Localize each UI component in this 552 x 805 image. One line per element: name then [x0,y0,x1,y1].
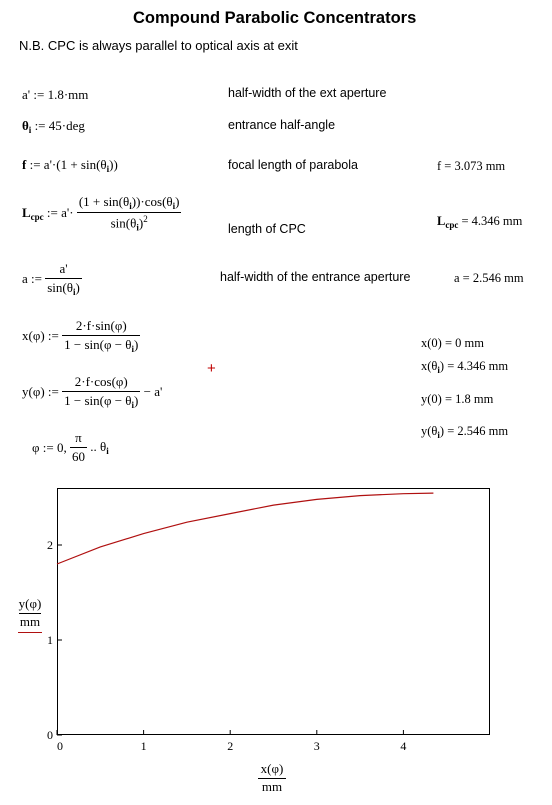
result-y0: y(0) = 1.8 mm [421,392,494,406]
x-axis-label [258,761,286,795]
x-tick-label-4: 4 [400,739,407,753]
eq-l-cpc-num-mid: ))·cos(θ [131,194,173,209]
eq-f-rhs: a'·(1 + sin(θ [43,157,107,172]
x-tick-label-2: 2 [227,739,234,753]
assign-op: := [47,384,59,399]
eq-y-phi-lhs: y(φ) [22,384,45,399]
desc-a: half-width of the entrance aperture [220,270,411,284]
eq-l-cpc-den-end: ) [138,215,144,231]
y-axis-label [18,596,42,633]
eq-x-phi-den-sub: i [131,344,135,354]
eq-l-cpc-num-sub1: i [129,201,132,211]
desc-a-prime: half-width of the ext aperture [228,86,387,100]
result-a: a = 2.546 mm [454,271,524,285]
eq-theta-i-sub: i [28,125,32,135]
assign-op: := [47,328,59,343]
eq-y-phi-den-sub: i [131,400,135,410]
desc-f: focal length of parabola [228,158,358,172]
result-x-theta-post: ) = 4.346 mm [439,359,509,373]
eq-l-cpc-den: sin(θ [110,215,137,231]
eq-x-phi-den-end: ) [134,337,139,352]
eq-y-phi-den: 1 − sin(φ − θ [64,393,132,408]
x-tick-label-0: 0 [57,739,63,753]
eq-a-prime-lhs: a' [22,87,31,102]
eq-a-den-sub: i [72,287,76,297]
y-tick-label-2: 2 [47,538,53,552]
eq-range-den: 60 [71,449,85,464]
result-y-theta-sub: i [437,430,440,440]
eq-range-tail: .. θ [90,439,107,454]
eq-x-phi-lhs: x(φ) [22,328,45,343]
eq-f-sub: i [106,164,110,174]
desc-l-cpc: length of CPC [228,222,306,236]
eq-l-cpc-num-end: ) [175,194,180,209]
eq-range-sub: i [106,446,109,456]
crosshair-icon: + [207,360,216,377]
eq-a-den-end: ) [75,280,80,295]
assign-op: := [29,157,41,172]
eq-x-phi-den: 1 − sin(φ − θ [64,337,132,352]
x-axis-label-den: mm [261,779,283,794]
assign-op: := [46,204,58,220]
plot-ticks [47,538,406,753]
eq-y-phi-num: 2·f·cos(φ) [62,374,140,392]
result-l-cpc-sub: cpc [445,220,459,230]
result-y-theta-pre: y(θ [421,424,438,438]
result-x-theta-pre: x(θ [421,359,438,373]
eq-y-phi-tail: − a' [143,384,163,399]
plot-series-line [57,493,433,564]
eq-l-cpc-sub: cpc [30,211,44,222]
eq-range-lhs: φ := 0, [32,439,67,455]
eq-f-rhs-end: )) [109,157,118,172]
result-x0: x(0) = 0 mm [421,336,484,350]
eq-y-phi-den-end: ) [134,393,139,408]
page-title: Compound Parabolic Concentrators [133,9,417,27]
assign-op: := [33,87,45,102]
eq-a-num: a' [45,261,82,279]
eq-l-cpc-den-pow: 2 [143,214,148,224]
eq-l-cpc-lhs: L [22,204,31,220]
eq-l-cpc-a-prime: a' [61,204,70,220]
x-axis-label-num: x(φ) [260,761,284,776]
note-text: N.B. CPC is always parallel to optical axis at exit [19,38,298,53]
desc-theta-i: entrance half-angle [228,118,336,132]
eq-l-cpc[interactable]: $L_{cpc}$ := a'· $\frac{(1 + \sin(\theta_i))\cdot\cos(\theta_i)}{\sin(\theta_i)^2}$ [22,194,180,233]
legend-swatch [18,632,42,633]
eq-a-prime-rhs: 1.8·mm [47,87,89,102]
eq-l-cpc-den-sub: i [136,222,139,233]
y-tick-label-0: 0 [47,728,53,742]
assign-op: := [34,118,46,133]
eq-x-phi-num: 2·f·sin(φ) [62,318,140,336]
x-tick-label-3: 3 [313,739,320,753]
eq-a-lhs: a [22,271,28,286]
result-f: f = 3.073 mm [437,159,506,173]
eq-l-cpc-num-sub2: i [172,201,176,211]
assign-op: := [31,271,42,286]
result-l-cpc-val: = 4.346 mm [461,214,523,228]
result-y-theta-post: ) = 2.546 mm [439,424,509,438]
eq-range-num: π [70,430,87,448]
y-axis-label-num: y(φ) [18,596,42,611]
y-axis-label-den: mm [19,614,41,629]
eq-theta-i-lhs: θ [22,118,29,133]
y-tick-label-1: 1 [47,633,53,647]
result-l-cpc-lhs: L [437,214,446,228]
result-x-theta-sub: i [437,365,440,375]
eq-theta-i-rhs: 45·deg [48,118,85,133]
eq-l-cpc-num: (1 + sin(θ [78,194,130,209]
eq-f-lhs: f [22,157,27,172]
eq-a-den: sin(θ [47,280,73,295]
x-tick-label-1: 1 [140,739,147,753]
